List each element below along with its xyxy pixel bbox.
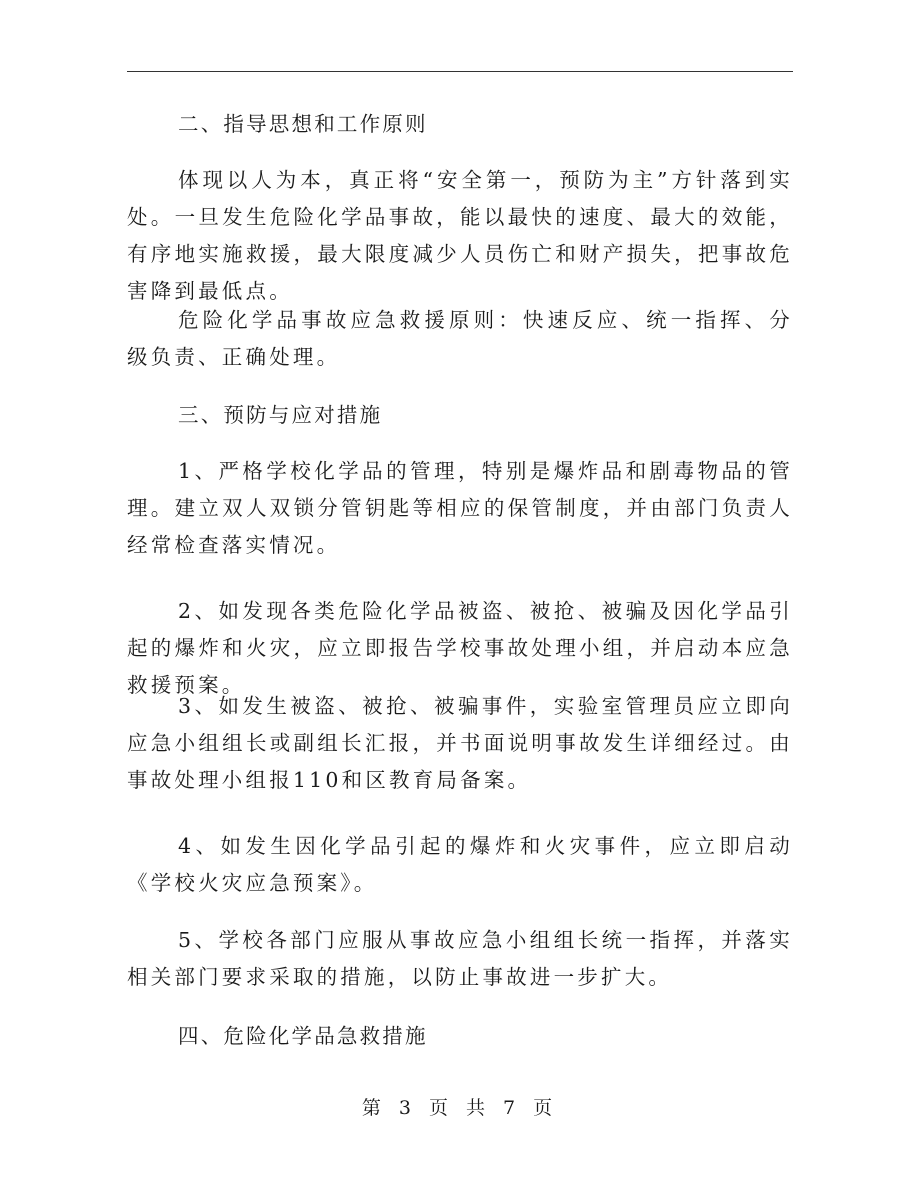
measure-item-4: 4、如发生因化学品引起的爆炸和火灾事件，应立即启动《学校火灾应急预案》。	[127, 834, 793, 895]
section-heading-2: 二、指导思想和工作原则	[178, 112, 428, 136]
paragraph-rescue-principle: 危险化学品事故应急救援原则：快速反应、统一指挥、分级负责、正确处理。	[127, 308, 793, 369]
section-heading-4: 四、危险化学品急救措施	[178, 1024, 428, 1048]
measure-item-5: 5、学校各部门应服从事故应急小组组长统一指挥，并落实相关部门要求采取的措施，以防止事故进一步扩大。	[127, 928, 793, 989]
measure-item-3: 3、如发生被盗、被抢、被骗事件，实验室管理员应立即向应急小组组长或副组长汇报，并书面说明事故发生详细经过。由事故处理小组报110和区教育局备案。	[127, 694, 793, 792]
section-heading-3: 三、预防与应对措施	[178, 403, 383, 427]
header-rule	[127, 71, 793, 72]
paragraph-guiding-principle: 体现以人为本，真正将“安全第一，预防为主”方针落到实处。一旦发生危险化学品事故，能以最快的速度、最大的效能，有序地实施救援，最大限度减少人员伤亡和财产损失，把事故危害降到最低点。	[127, 168, 793, 303]
page-number: 第 3 页 共 7 页	[361, 1097, 559, 1119]
measure-item-1: 1、严格学校化学品的管理，特别是爆炸品和剧毒物品的管理。建立双人双锁分管钥匙等相应的保管制度，并由部门负责人经常检查落实情况。	[127, 459, 793, 557]
measure-item-2: 2、如发现各类危险化学品被盗、被抢、被骗及因化学品引起的爆炸和火灾，应立即报告学校事故处理小组，并启动本应急救援预案。	[127, 599, 793, 697]
